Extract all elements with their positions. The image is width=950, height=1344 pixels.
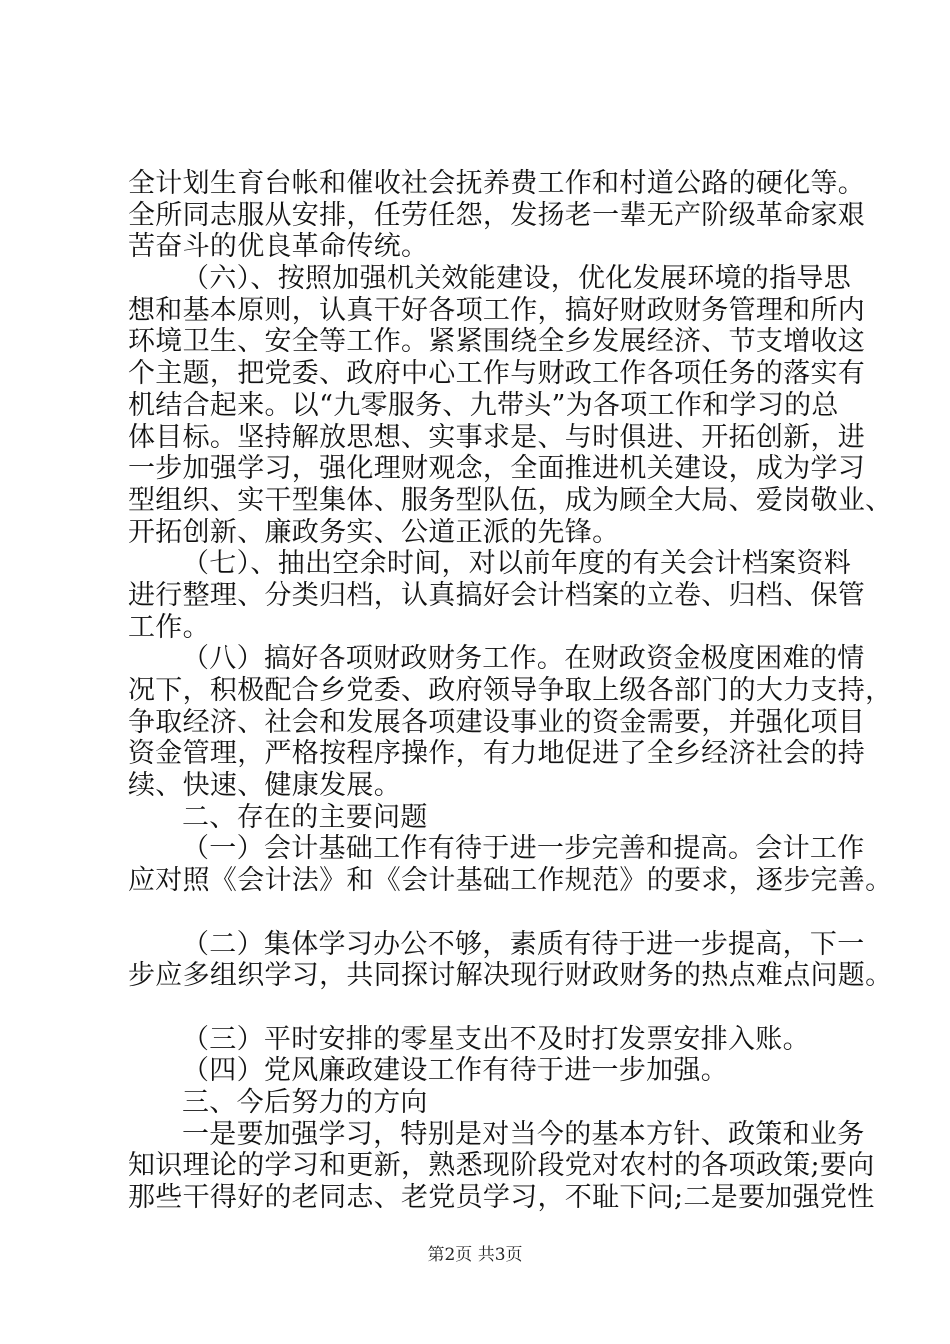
text-line: 体目标。坚持解放思想、实事求是、与时俱进、开拓创新，进 (128, 421, 866, 453)
text-line: 况下，积极配合乡党委、政府领导争取上级各部门的大力支持， (128, 675, 893, 706)
text-line: （三）平时安排的零星支出不及时打发票安排入账。 (182, 1023, 810, 1055)
text-line: 想和基本原则，认真干好各项工作，搞好财政财务管理和所内 (128, 294, 866, 326)
text-line: 开拓创新、廉政务实、公道正派的先锋。 (128, 516, 620, 548)
text-line: （四）党风廉政建设工作有待于进一步加强。 (182, 1055, 728, 1087)
text-line: 步应多组织学习，共同探讨解决现行财政财务的热点难点问题。 (128, 960, 893, 992)
text-line: 个主题，把党委、政府中心工作与财政工作各项任务的落实有 (128, 358, 866, 390)
text-line: 那些干得好的老同志、老党员学习，不耻下问;二是要加强党性 (128, 1182, 875, 1213)
text-line: （二）集体学习办公不够，素质有待于进一步提高，下一 (182, 928, 865, 960)
text-line: 资金管理，严格按程序操作，有力地促进了全乡经济社会的持 (128, 738, 866, 770)
text-line: 应对照《会计法》和《会计基础工作规范》的要求，逐步完善。 (128, 865, 893, 897)
text-line: 争取经济、社会和发展各项建设事业的资金需要，并强化项目 (128, 706, 866, 738)
blank-line (128, 897, 840, 929)
text-line: （七）、抽出空余时间，对以前年度的有关会计档案资料 (182, 548, 851, 580)
document-body (128, 168, 893, 1214)
blank-line (128, 992, 840, 1024)
text-line: 型组织、实干型集体、服务型队伍，成为顾全大局、爱岗敬业、 (128, 484, 893, 516)
text-line: （六）、按照加强机关效能建设，优化发展环境的指导思 (182, 263, 851, 295)
text-line: 一是要加强学习，特别是对当今的基本方针、政策和业务 (182, 1118, 865, 1150)
page-footer: 第2页 共3页 (427, 1245, 523, 1265)
text-line: 知识理论的学习和更新，熟悉现阶段党对农村的各项政策;要向 (128, 1150, 875, 1182)
text-line: 续、快速、健康发展。 (128, 770, 401, 802)
text-line: 进行整理、分类归档，认真搞好会计档案的立卷、归档、保管 (128, 579, 866, 611)
text-line: 苦奋斗的优良革命传统。 (128, 231, 429, 263)
text-line: 机结合起来。以“九零服务、九带头”为各项工作和学习的总 (128, 389, 839, 421)
text-line: （一）会计基础工作有待于进一步完善和提高。会计工作 (182, 833, 865, 865)
text-line: （八）搞好各项财政财务工作。在财政资金极度困难的情 (182, 643, 865, 675)
text-line: 环境卫生、安全等工作。紧紧围绕全乡发展经济、节支增收这 (128, 326, 866, 358)
text-line: 全计划生育台帐和催收社会抚养费工作和村道公路的硬化等。 (128, 168, 866, 199)
text-line: 三、今后努力的方向 (182, 1086, 428, 1118)
text-line: 二、存在的主要问题 (182, 801, 428, 833)
text-line: 全所同志服从安排，任劳任怨，发扬老一辈无产阶级革命家艰 (128, 199, 866, 231)
text-line: 工作。 (128, 611, 210, 643)
text-line: 一步加强学习，强化理财观念，全面推进机关建设，成为学习 (128, 453, 866, 485)
